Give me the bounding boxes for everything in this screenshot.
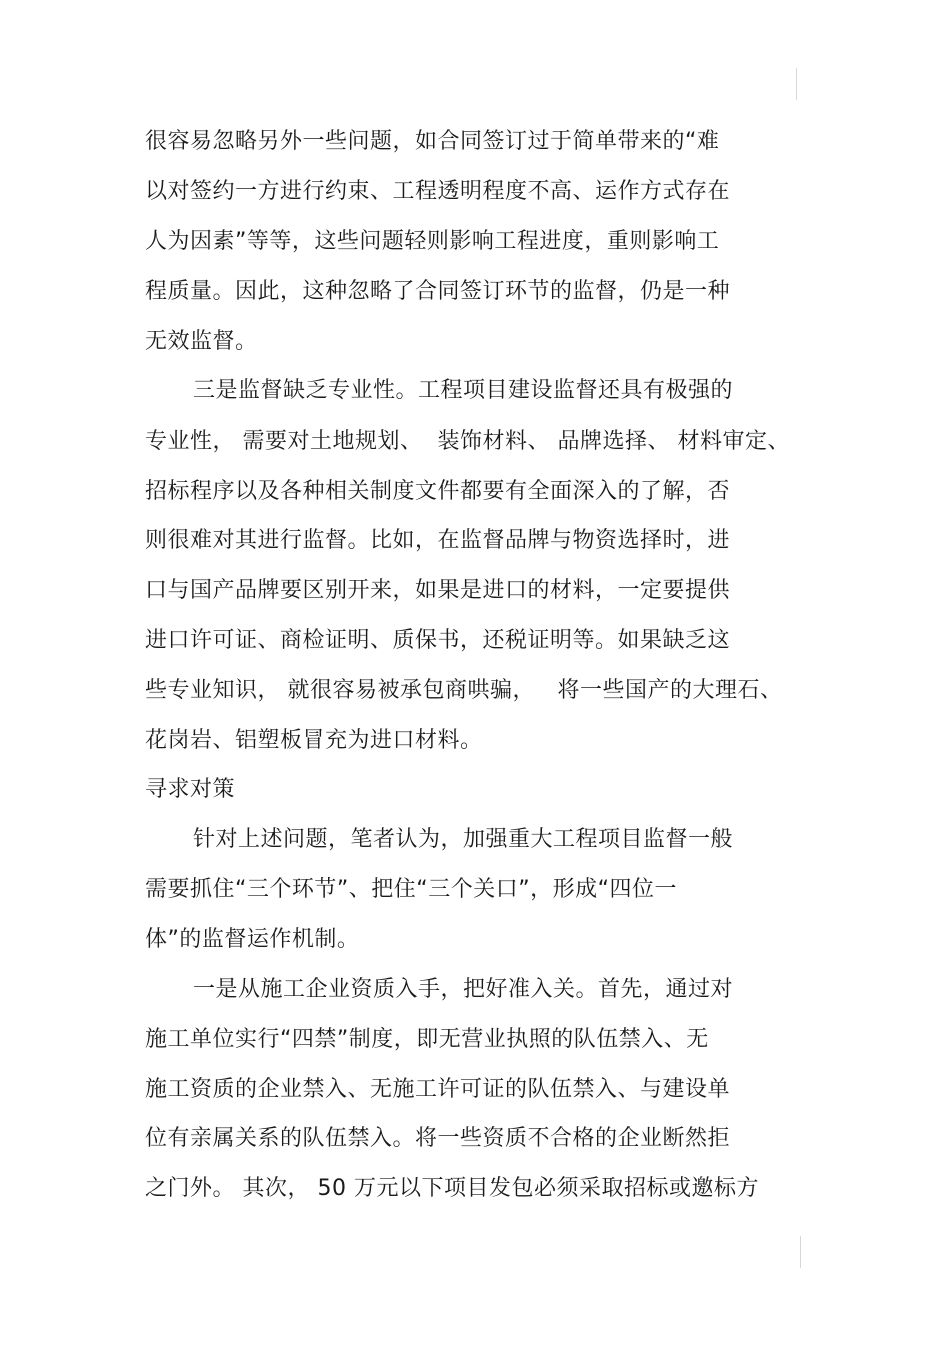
paragraph-line: 专业性， 需要对土地规划、 装饰材料、 品牌选择、 材料审定、: [145, 429, 790, 454]
paragraph-line: 人为因素”等等，这些问题轻则影响工程进度，重则影响工: [145, 229, 720, 254]
paragraph-line: 则很难对其进行监督。比如，在监督品牌与物资选择时，进: [145, 528, 731, 553]
paragraph-line: 之门外。 其次， 50 万元以下项目发包必须采取招标或邀标方: [145, 1176, 759, 1201]
page-margin-mark-top: [796, 68, 797, 100]
paragraph-line: 无效监督。: [145, 329, 258, 354]
paragraph-line: 以对签约一方进行约束、工程透明程度不高、运作方式存在: [145, 179, 731, 204]
paragraph-line: 些专业知识， 就很容易被承包商哄骗， 将一些国产的大理石、: [145, 678, 783, 703]
paragraph-line: 针对上述问题，笔者认为，加强重大工程项目监督一般: [193, 827, 734, 852]
paragraph-line: 体”的监督运作机制。: [145, 927, 360, 952]
paragraph-line: 位有亲属关系的队伍禁入。将一些资质不合格的企业断然拒: [145, 1126, 731, 1151]
paragraph-line: 施工资质的企业禁入、无施工许可证的队伍禁入、与建设单: [145, 1077, 731, 1102]
section-heading: 寻求对策: [145, 777, 236, 802]
paragraph-line: 花岗岩、铝塑板冒充为进口材料。: [145, 728, 483, 753]
paragraph-line: 招标程序以及各种相关制度文件都要有全面深入的了解，否: [145, 479, 731, 504]
paragraph-line: 很容易忽略另外一些问题，如合同签订过于简单带来的“难: [145, 129, 720, 154]
paragraph-line: 施工单位实行“四禁”制度，即无营业执照的队伍禁入、无: [145, 1027, 709, 1052]
paragraph-line: 程质量。因此，这种忽略了合同签订环节的监督，仍是一种: [145, 279, 731, 304]
paragraph-line: 三是监督缺乏专业性。工程项目建设监督还具有极强的: [193, 378, 734, 403]
paragraph-line: 口与国产品牌要区别开来，如果是进口的材料，一定要提供: [145, 578, 731, 603]
paragraph-line: 需要抓住“三个环节”、把住“三个关口”，形成“四位一: [145, 877, 677, 902]
paragraph-line: 进口许可证、商检证明、质保书，还税证明等。如果缺乏这: [145, 628, 731, 653]
paragraph-line: 一是从施工企业资质入手，把好准入关。首先，通过对: [193, 977, 734, 1002]
page-margin-mark-bottom: [800, 1236, 801, 1268]
